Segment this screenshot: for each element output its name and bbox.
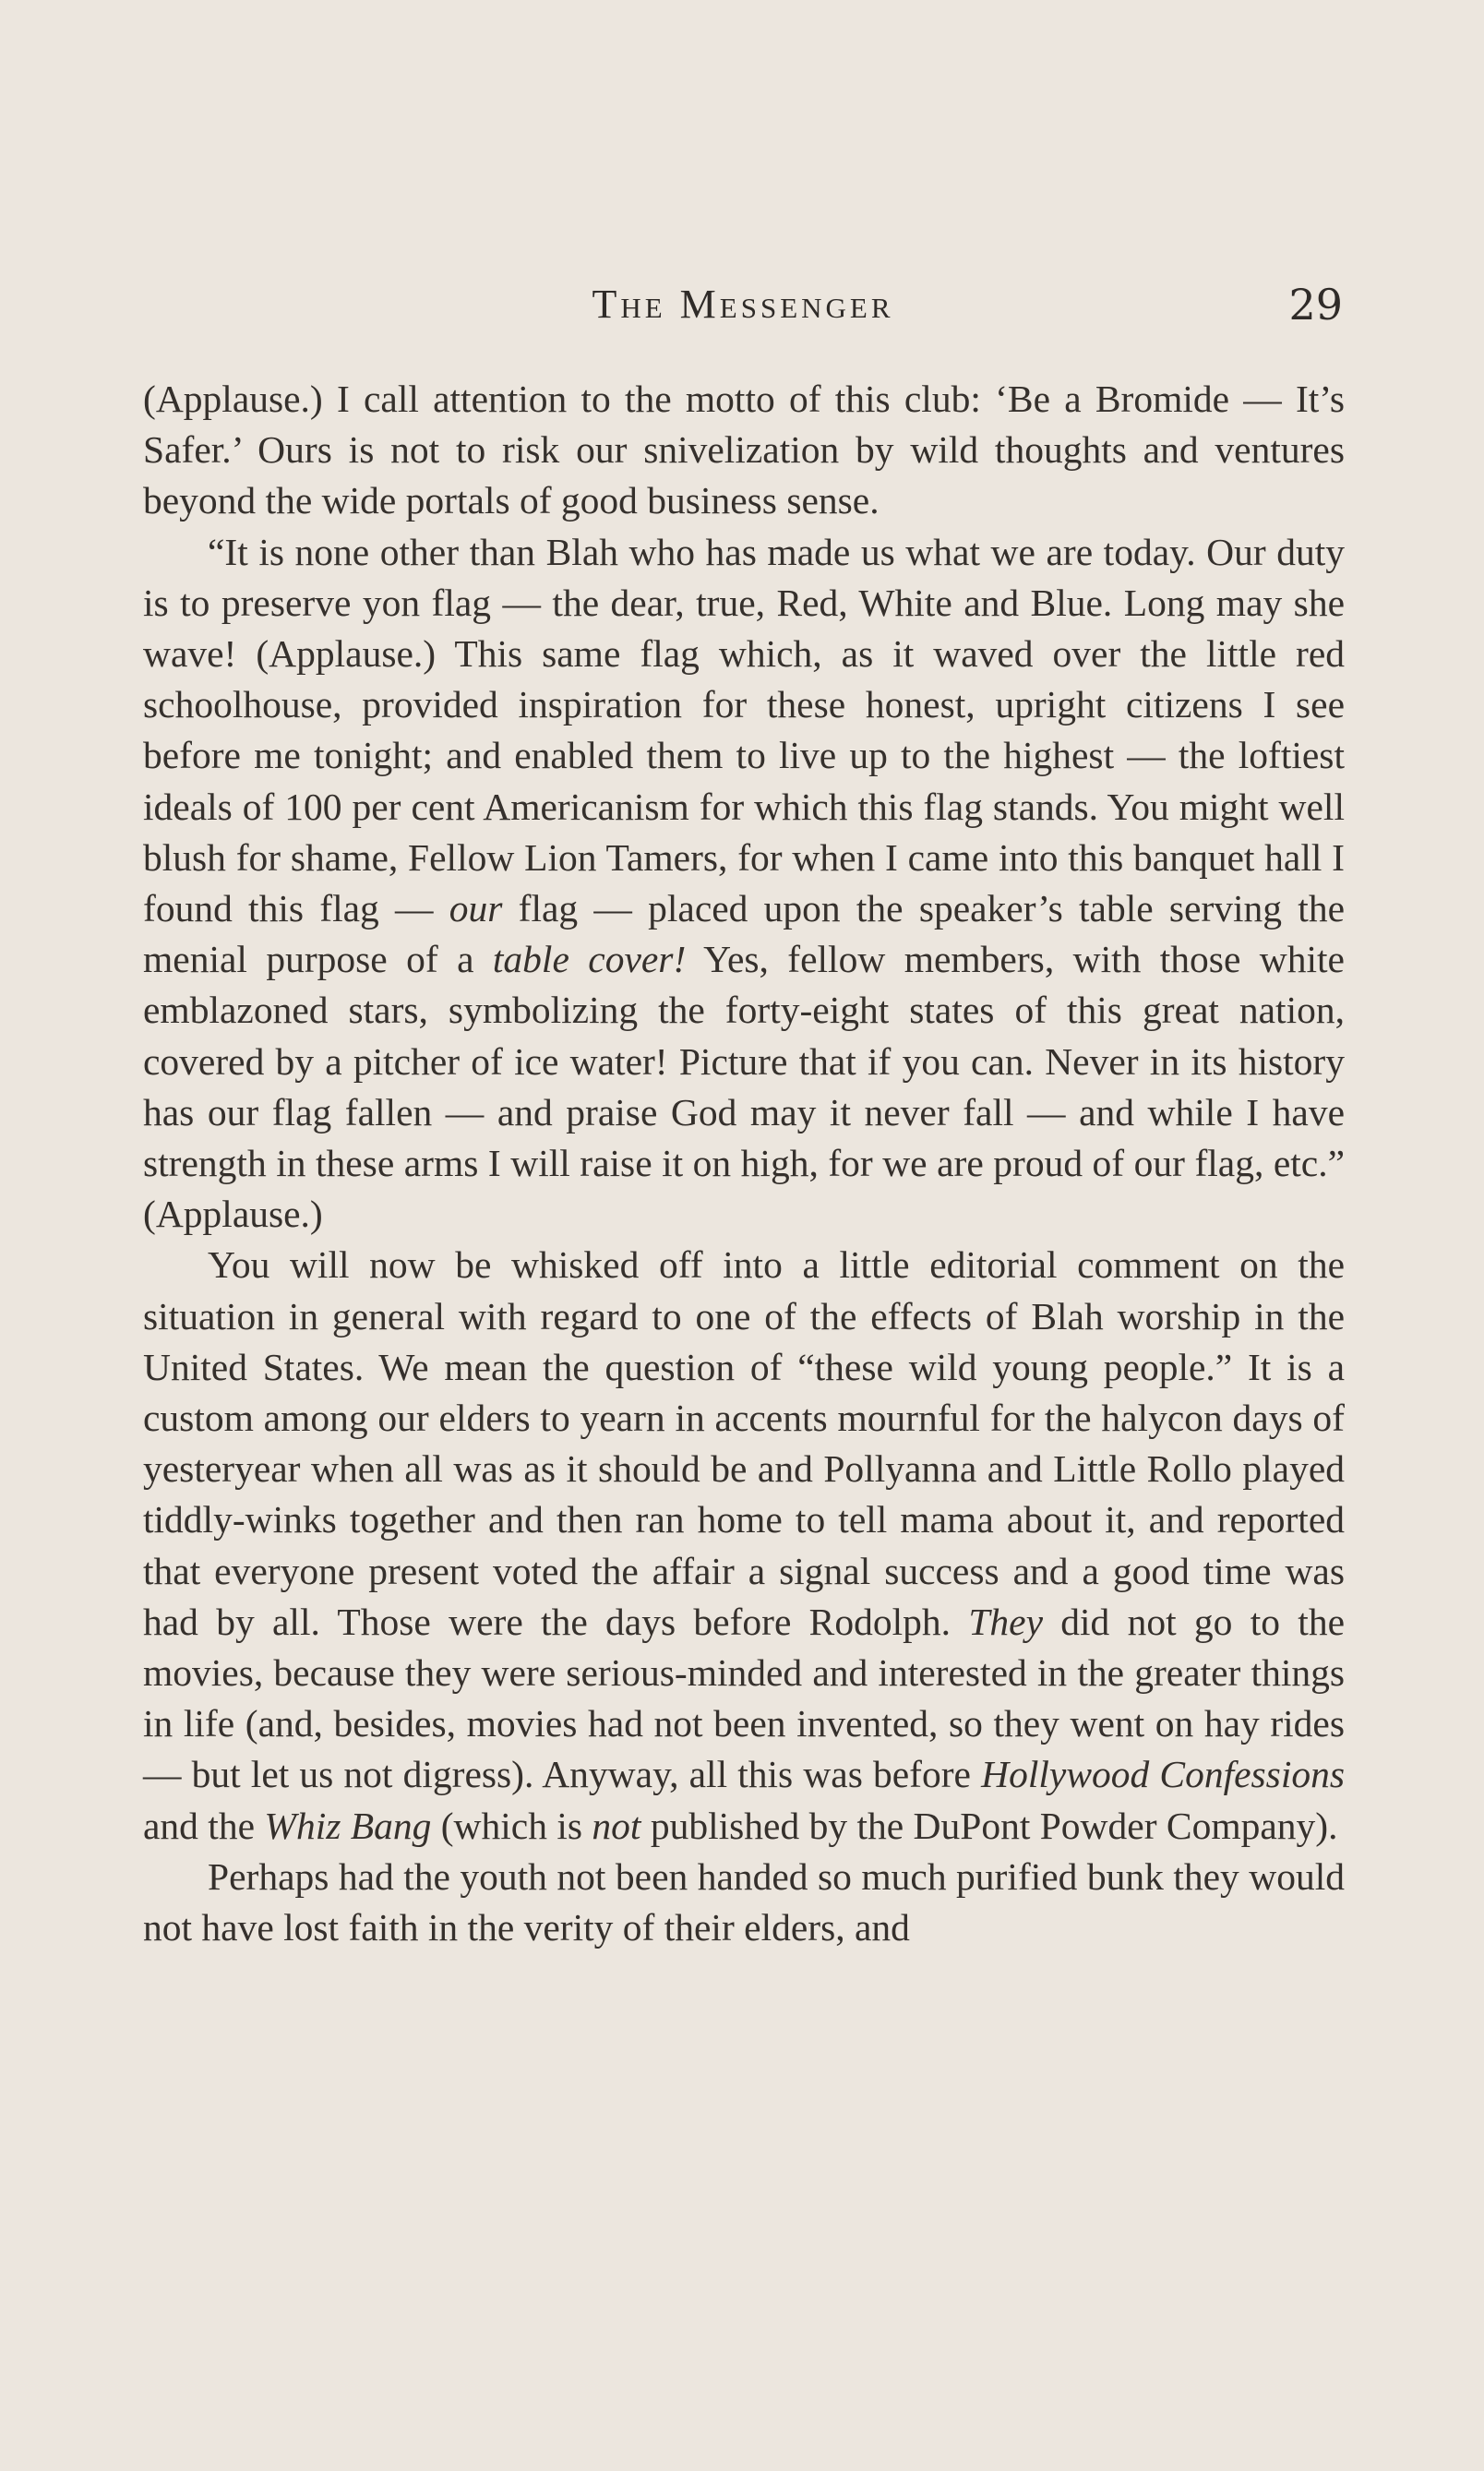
text-run: (Applause.) I call attention to the motto of this club: ‘Be a Bromide — It’s Safer.’ Ours is not to risk our snivelization by wild thoughts and ventures beyond the wide portals of good business sense. — [143, 378, 1345, 522]
italic-text: table cover! — [492, 938, 687, 981]
text-run: flag — placed upon the speaker’s table serving the menial purpose of a — [143, 887, 1345, 981]
paragraph — [143, 527, 1345, 1241]
text-run: Perhaps had the youth not been handed so much purified bunk they would not have lost faith in the verity of their elders, and — [143, 1854, 1345, 1949]
italic-text: Hollywood Confessions — [981, 1753, 1345, 1796]
running-title: The Messenger — [592, 282, 894, 327]
paragraph — [143, 374, 1345, 527]
paragraph — [143, 1852, 1345, 1953]
text-run: did not go to the movies, because they were serious-minded and interested in the greater things in life (and, besides, movies had not been invented, so they went on hay rides — but let us not digress). Anyway, all this was before — [143, 1600, 1345, 1796]
italic-text: our — [449, 887, 503, 930]
body-text — [143, 374, 1345, 1953]
text-run: (which is — [431, 1804, 592, 1847]
text-run: “It is none other than Blah who has made us what we are today. Our duty is to preserve yon flag — the dear, true, Red, White and Blue. Long may she wave! (Applause.) This same flag which, as it waved over the little red schoolhouse, provided inspiration for these honest, upright citizens I see before me tonight; and enabled them to live up to the highest — the loftiest ideals of 100 per cent Americanism for which this flag stands. You might well blush for shame, Fellow Lion Tamers, for when I came into this banquet hall I found this flag — — [143, 530, 1345, 930]
text-run: published by the DuPont Powder Company). — [640, 1804, 1338, 1847]
italic-text: Whiz Bang — [264, 1804, 432, 1847]
running-head — [143, 277, 1343, 332]
text-run: Yes, fellow members, with those white emblazoned stars, symbolizing the forty-eight states of this great nation, covered by a pitcher of ice water! Picture that if you can. Never in its history has our flag fallen — and praise God may it never fall — and while I have strength in these arms I will raise it on high, for we are proud of our flag, etc.” (Applause.) — [143, 938, 1345, 1236]
paragraph — [143, 1240, 1345, 1851]
text-run: You will now be whisked off into a little editorial comment on the situation in general with regard to one of the effects of Blah worship in the United States. We mean the question of “these wild young people.” It is a custom among our elders to yearn in accents mournful for the halycon days of yesteryear when all was as it should be and Pollyanna and Little Rollo played tiddly-winks together and then ran home to tell mama about it, and reported that everyone present voted the affair a signal success and a good time was had by all. Those were the days before Rodolph. — [143, 1243, 1345, 1643]
text-run: and the — [143, 1804, 265, 1847]
italic-text: not — [592, 1804, 641, 1847]
page-number: 29 — [1288, 280, 1343, 330]
italic-text: They — [968, 1600, 1043, 1643]
